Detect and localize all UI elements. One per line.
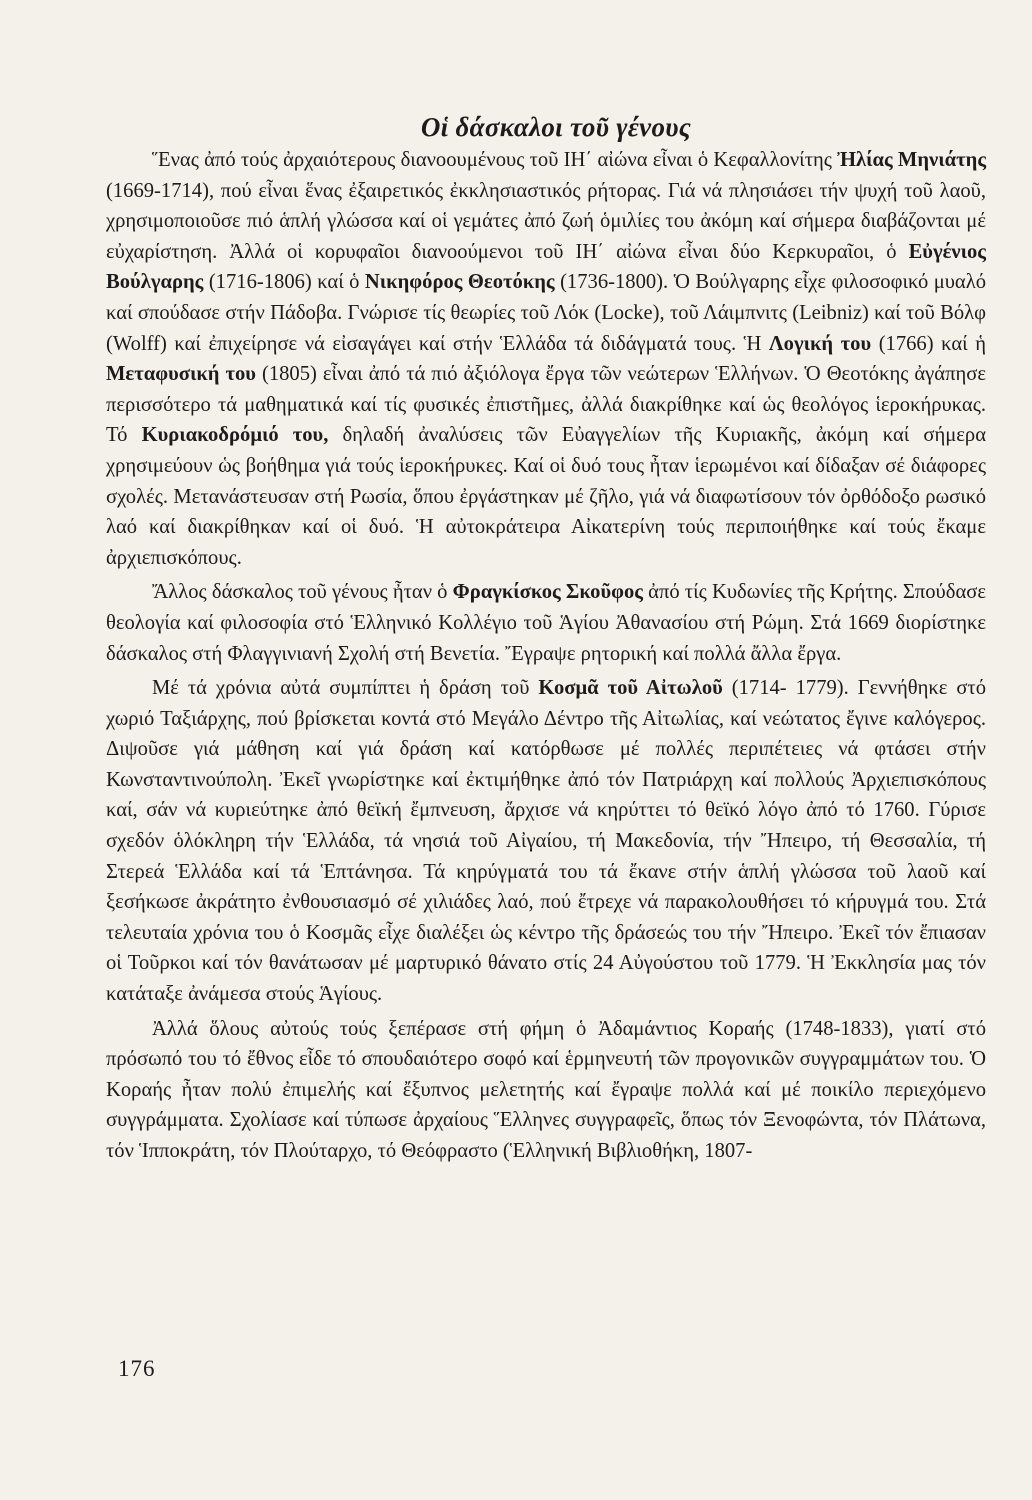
text-run: Ἀλλά ὅλους αὐτούς τούς ξεπέρασε στή φήμη ὁ Ἀδαμάντιος Κοραής (1748-1833), γιατί στό πρόσωπό του τό ἔθνος εἶδε τό σπουδαιότερο σοφό καί ἑρμηνευτή τῶν προγονικῶν συγγραμμάτων του. Ὁ Κοραής ἦταν πολύ ἐπιμελής καί ἔξυπνος μελετητής καί ἔγραψε πολλά καί μέ ποικίλο περιεχόμενο συγγράμματα. Σχολίασε καί τύπωσε ἀρχαίους Ἕλληνες συγγραφεῖς, ὅπως τόν Ξενοφώντα, τόν Πλάτωνα, τόν Ἱπποκράτη, τόν Πλούταρχο, τό Θεόφραστο (Ἑλληνική Βιβλιοθήκη, 1807- (106, 1017, 986, 1162)
text-run: (1736-1800). Ὁ Βούλγαρης εἶχε φιλοσοφικό μυαλό καί σπούδασε στήν Πάδοβα. Γνώρισε τίς θεωρίες τοῦ Λόκ (Locke), τοῦ Λάιμπνιτς (Leibniz) καί τοῦ Βόλφ (Wolff) καί ἐπιχείρησε νά εἰσαγάγει καί στήν Ἑλλάδα τά διδάγματά τους. Ἡ (106, 271, 987, 355)
page-number: 176 (118, 1356, 156, 1381)
chapter-title: Οἱ δάσκαλοι τοῦ γένους (420, 112, 692, 142)
page-body (106, 112, 986, 1167)
bold-name: Κοσμᾶ τοῦ Αἰτωλοῦ (538, 677, 723, 700)
text-run: ἀπό τίς Κυδωνίες τῆς Κρήτης. Σπούδασε θεολογία καί φιλοσοφία στό Ἑλληνικό Κολλέγιο τοῦ Ἁγίου Ἀθανασίου στή Ρώμη. Στά 1669 διορίστηκε δάσκαλος στή Φλαγγινιανή Σχολή στή Βενετία. Ἔγραψε ρητορική καί πολλά ἄλλα ἔργα. (106, 581, 987, 665)
text-run: (1716-1806) καί ὁ (203, 271, 365, 294)
bold-name: Εὐγένιος Βούλγαρης (106, 240, 986, 294)
text-run: (1805) εἶναι ἀπό τά πιό ἀξιόλογα ἔργα τῶν νεώτερων Ἑλλήνων. Ὁ Θεοτόκης ἀγάπησε περισσότερο τά μαθηματικά καί τίς φυσικές ἐπιστῆμες, ἀλλά διακρίθηκε καί ὡς θεολόγος ἱεροκήρυκας. Τό (106, 363, 986, 447)
paragraph (106, 1014, 986, 1167)
text-run: (1766) καί ἡ (871, 332, 986, 355)
text-run: Ἄλλος δάσκαλος τοῦ γένους ἦταν ὁ (152, 581, 453, 604)
paragraph (106, 577, 986, 669)
bold-name: Φραγκίσκος Σκοῦφος (452, 581, 643, 604)
paragraph (106, 673, 986, 1010)
bold-name: Κυριακοδρόμιό του, (141, 424, 329, 447)
text-run: (1714- 1779). Γεννήθηκε στό χωριό Ταξιάρχης, πού βρίσκεται κοντά στό Μεγάλο Δέντρο τῆς Αἰτωλίας, καί νεώτατος ἔγινε καλόγερος. Διψοῦσε γιά μάθηση καί γιά δράση καί κατόρθωσε μέ πολλές περιπέτειες νά φτάσει στήν Κωνσταντινούπολη. Ἐκεῖ γνωρίστηκε καί ἐκτιμήθηκε ἀπό τόν Πατριάρχη καί πολλούς Ἀρχιεπισκόπους καί, σάν νά κυριεύτηκε ἀπό θεϊκή ἔμπνευση, ἄρχισε νά κηρύττει τό θεϊκό λόγο ἀπό τό 1760. Γύρισε σχεδόν ὁλόκληρη τήν Ἑλλάδα, τά νησιά τοῦ Αἰγαίου, τή Μακεδονία, τήν Ἤπειρο, τή Θεσσαλία, τή Στερεά Ἑλλάδα καί τά Ἑπτάνησα. Τά κηρύγματά του τά ἔκανε στήν ἁπλή γλώσσα τοῦ λαοῦ καί ξεσήκωσε ἀκράτητο ἐνθουσιασμό σέ χιλιάδες λαό, πού ἔτρεχε νά παρακολουθήσει τό κήρυγμά του. Στά τελευταία χρόνια του ὁ Κοσμᾶς εἶχε διαλέξει ὡς κέντρο τῆς δράσεώς του τήν Ἤπειρο. Ἐκεῖ τόν ἔπιασαν οἱ Τοῦρκοι καί τόν θανάτωσαν μέ μαρτυρικό θάνατο στίς 24 Αὐγούστου τοῦ 1779. Ἡ Ἐκκλησία μας τόν κατάταξε ἀνάμεσα στούς Ἁγίους. (106, 677, 986, 1006)
text-body (106, 145, 986, 1167)
text-run: Ἕνας ἀπό τούς ἀρχαιότερους διανοουμένους τοῦ ΙΗ΄ αἰώνα εἶναι ὁ Κεφαλλονίτης (152, 149, 838, 171)
bold-name: Νικηφόρος Θεοτόκης (364, 271, 555, 294)
text-run: Μέ τά χρόνια αὐτά συμπίπτει ἡ δράση τοῦ (152, 677, 539, 700)
text-run: (1669-1714), πού εἶναι ἕνας ἐξαιρετικός ἐκκλησιαστικός ρήτορας. Γιά νά πλησιάσει τήν ψυχή τοῦ λαοῦ, χρησιμοποιοῦσε πιό ἁπλή γλώσσα καί οἱ γεμάτες ἀπό ζωή ὁμιλίες του ἀκόμη καί σήμερα διαβάζονται μέ εὐχαρίστηση. Ἀλλά οἱ κορυφαῖοι διανοούμενοι τοῦ ΙΗ΄ αἰώνα εἶναι δύο Κερκυραῖοι, ὁ (106, 179, 986, 263)
bold-name: Λογική του (768, 332, 872, 355)
paragraph (106, 145, 986, 573)
text-run: δηλαδή ἀναλύσεις τῶν Εὐαγγελίων τῆς Κυριακῆς, ἀκόμη καί σήμερα χρησιμεύουν ὡς βοήθημα γιά τούς ἱεροκήρυκες. Καί οἱ δυό τους ἦταν ἱερωμένοι καί δίδαξαν σέ διάφορες σχολές. Μετανάστευσαν στή Ρωσία, ὅπου ἐργάστηκαν μέ ζῆλο, γιά νά διαφωτίσουν τόν ὀρθόδοξο ρωσικό λαό καί διακρίθηκαν καί οἱ δυό. Ἡ αὐτοκράτειρα Αἰκατερίνη τούς περιποιήθηκε καί τούς ἔκαμε ἀρχιεπισκόπους. (106, 424, 986, 569)
bold-name: Ἠλίας Μηνιάτης (837, 149, 987, 171)
bold-name: Μεταφυσική του (106, 363, 256, 386)
